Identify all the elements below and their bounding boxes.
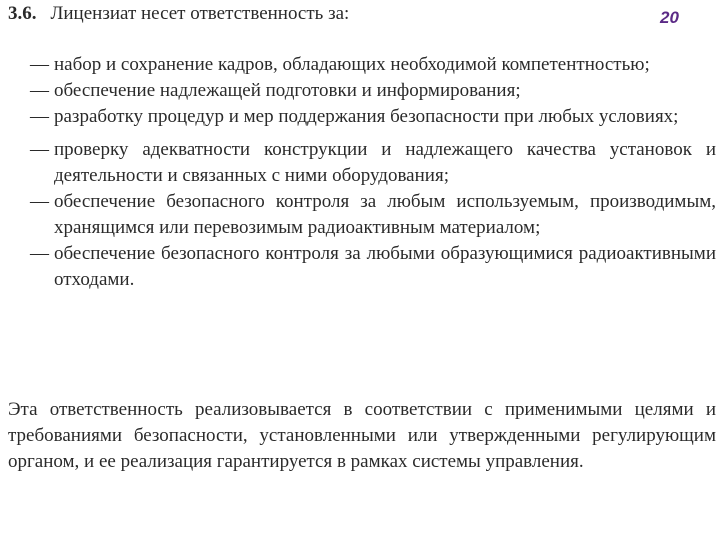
page-number: 20	[660, 8, 679, 27]
section-number: 3.6.	[8, 3, 37, 24]
list-item: — обеспечение безопасного контроля за любым используемым, производимым, хранящимся или перевозимым радиоактивным материалом;	[30, 189, 716, 241]
list-item: — проверку адекватности конструкции и надлежащего качества установок и деятельности и связанных с ними оборудования;	[30, 137, 716, 189]
body-paragraph: Эта ответственность реализовывается в соответствии с применимыми целями и требованиями безопасности, установленными или утвержденными регулирующим органом, и ее реализация гарантируется в рамках системы управления.	[8, 399, 716, 472]
section-title: Лицензиат несет ответственность за:	[50, 3, 350, 24]
list-item: — обеспечение надлежащей подготовки и информирования;	[30, 78, 716, 104]
list-item: — набор и сохранение кадров, обладающих необходимой компетентностью;	[30, 52, 716, 78]
section-heading	[8, 2, 349, 26]
list-item: — разработку процедур и мер поддержания безопасности при любых условиях;	[30, 104, 716, 130]
list-item: — обеспечение безопасного контроля за любыми образующимися радиоактивными отходами.	[30, 241, 716, 293]
responsibility-list	[30, 52, 716, 293]
